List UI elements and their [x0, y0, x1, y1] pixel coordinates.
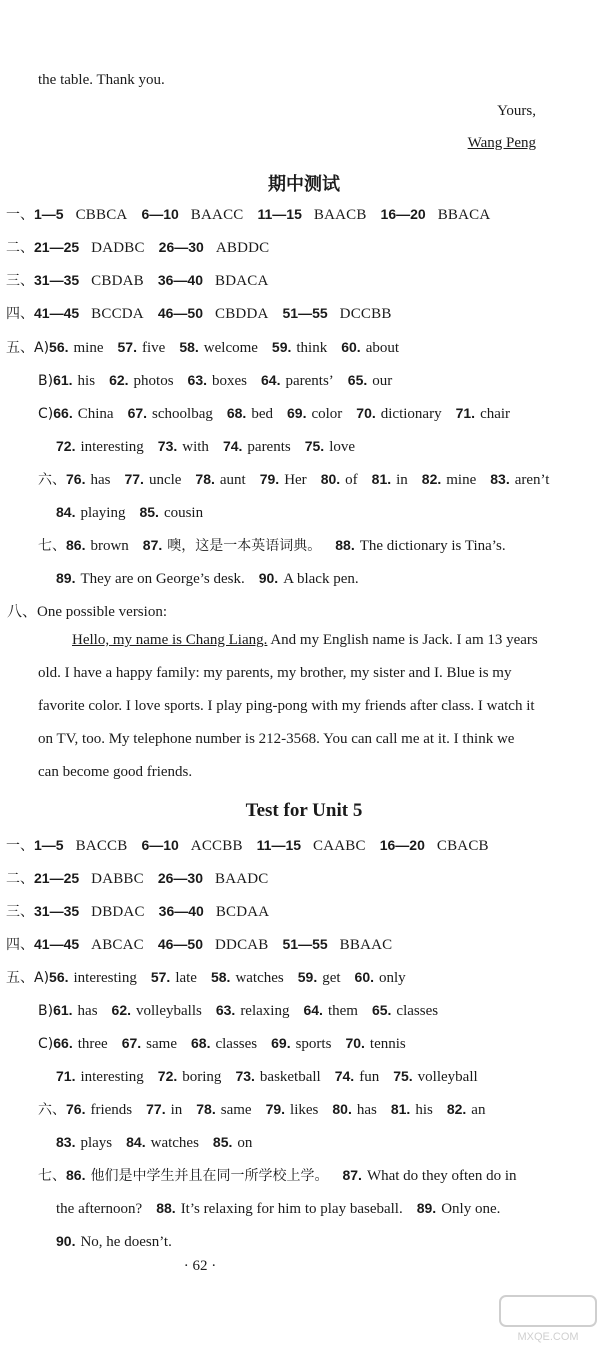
question-number: 59.	[271, 339, 292, 355]
answer-letters: CBACB	[436, 838, 489, 854]
question-range: 51—55	[282, 305, 328, 321]
answer-row	[6, 270, 283, 290]
answer-row	[6, 835, 503, 855]
answer-text: on	[237, 1135, 253, 1151]
question-number: 66.	[53, 405, 73, 421]
answer-text: parents’	[285, 373, 334, 389]
section-title-unit5: Test for Unit 5	[245, 800, 363, 821]
answer-row	[6, 204, 504, 224]
question-range: 1—5	[34, 837, 64, 853]
question-number: 62.	[111, 1002, 132, 1018]
question-range: 6—10	[141, 837, 179, 853]
row-prefix: 七、	[38, 538, 66, 554]
question-number: 89.	[416, 1200, 437, 1216]
question-number: 64.	[303, 1002, 323, 1018]
row-prefix: 三、	[6, 904, 34, 920]
answer-text: boring	[182, 1069, 222, 1085]
question-number: 69.	[287, 405, 307, 421]
question-number: 88.	[335, 537, 355, 553]
row-prefix: 一、	[6, 207, 34, 223]
answer-text: an	[471, 1102, 486, 1118]
answer-text: China	[77, 406, 114, 422]
answer-text: tennis	[369, 1036, 406, 1052]
question-range: 41—45	[34, 305, 80, 321]
question-number: 74.	[334, 1068, 355, 1084]
question-number: 63.	[215, 1002, 236, 1018]
question-number: 83.	[490, 471, 510, 487]
question-range: 31—35	[34, 903, 80, 919]
question-number: 76.	[66, 1101, 86, 1117]
answer-letters: BAADC	[215, 871, 269, 887]
answer-text: volleyball	[417, 1069, 478, 1085]
answer-text: friends	[90, 1102, 133, 1118]
question-number: 59.	[297, 969, 318, 985]
answer-text: The dictionary is Tina’s.	[359, 538, 506, 554]
fill-row	[38, 1033, 420, 1053]
answer-text: brown	[90, 538, 129, 554]
answer-text: mine	[446, 472, 477, 488]
question-number: 82.	[421, 471, 442, 487]
question-number: 78.	[196, 1101, 216, 1117]
question-number: 58.	[179, 339, 199, 355]
question-number: 57.	[117, 339, 137, 355]
question-number: 67.	[121, 1035, 142, 1051]
answer-text: parents	[247, 439, 291, 455]
section-title-midterm: 期中测试	[268, 174, 340, 195]
question-number: 72.	[157, 1068, 178, 1084]
question-number: 72.	[56, 438, 76, 454]
answer-row	[6, 237, 283, 257]
answer-letters: CAABC	[313, 838, 366, 854]
question-number: 66.	[53, 1035, 73, 1051]
answer-letters: BDACA	[215, 273, 269, 289]
answer-text: five	[141, 340, 166, 356]
row-prefix: 三、	[6, 273, 34, 289]
row-prefix: 四、	[6, 937, 34, 953]
question-number: 86.	[66, 537, 86, 553]
answer-text: late	[175, 970, 197, 986]
question-range: 16—20	[379, 837, 425, 853]
answer-text: uncle	[148, 472, 182, 488]
closing-line: the table. Thank you.	[38, 72, 165, 88]
answer-text: dictionary	[380, 406, 442, 422]
answer-letters: BCCDA	[91, 306, 144, 322]
answer-text: mine	[73, 340, 104, 356]
question-range: 26—30	[157, 870, 203, 886]
answer-letters: BBACA	[437, 207, 491, 223]
answer-text: color	[311, 406, 343, 422]
question-number: 64.	[261, 372, 281, 388]
question-range: 21—25	[34, 239, 80, 255]
question-number: 81.	[371, 471, 392, 487]
answer-text: sports	[295, 1036, 332, 1052]
question-number: 65.	[371, 1002, 392, 1018]
question-number: 68.	[191, 1035, 211, 1051]
page-number: · 62 ·	[183, 1258, 217, 1274]
answer-letters: BAACC	[190, 207, 244, 223]
question-number: 58.	[210, 969, 231, 985]
answer-text: playing	[80, 505, 126, 521]
row-prefix: B)	[38, 1003, 54, 1019]
answer-text: photos	[133, 373, 174, 389]
fill-row	[38, 1165, 530, 1185]
fill-row	[38, 1000, 452, 1020]
answer-text: schoolbag	[152, 406, 213, 422]
question-number: 89.	[56, 570, 76, 586]
fill-row	[56, 502, 217, 522]
row-prefix: C)	[38, 1036, 54, 1052]
question-number: 73.	[235, 1068, 255, 1084]
answer-text: basketball	[259, 1069, 321, 1085]
answer-row	[6, 901, 283, 921]
question-number: 57.	[150, 969, 171, 985]
question-number: 88.	[156, 1200, 176, 1216]
answer-text: same	[146, 1036, 177, 1052]
question-number: 90.	[56, 1233, 76, 1249]
row-prefix: 七、	[38, 1168, 66, 1184]
question-number: 67.	[127, 405, 148, 421]
question-range: 31—35	[34, 272, 80, 288]
question-range: 26—30	[158, 239, 204, 255]
question-number: 71.	[455, 405, 476, 421]
question-number: 71.	[56, 1068, 76, 1084]
answer-text: the afternoon?	[56, 1201, 143, 1217]
answer-text: classes	[215, 1036, 258, 1052]
answer-letters: DBDAC	[91, 904, 145, 920]
answer-text: watches	[235, 970, 284, 986]
question-range: 36—40	[158, 903, 204, 919]
answer-text: watches	[150, 1135, 199, 1151]
answer-letters: BCDAA	[215, 904, 270, 920]
row-prefix: 四、	[6, 306, 34, 322]
answer-text: in	[396, 472, 408, 488]
question-number: 87.	[142, 537, 163, 553]
question-number: 79.	[265, 1101, 286, 1117]
answer-text: three	[77, 1036, 108, 1052]
answer-text: has	[356, 1102, 377, 1118]
row-prefix: C)	[38, 406, 54, 422]
question-number: 74.	[222, 438, 243, 454]
answer-text: get	[322, 970, 341, 986]
question-range: 46—50	[157, 305, 203, 321]
answer-text: of	[345, 472, 358, 488]
answer-text: volleyballs	[136, 1003, 202, 1019]
question-number: 60.	[354, 969, 375, 985]
question-number: 84.	[56, 504, 76, 520]
writing-rest: And my English name is Jack. I am 13 years old. I have a happy family: my parents, my brother, my sister and I. Blue is my favorite color. I love sports. I play ping-pong with my friends after class. I watch it on TV, too. My telephone number is 212-3568. You can call me at it. I think we can become good friends.	[38, 632, 538, 780]
question-number: 70.	[345, 1035, 365, 1051]
answer-text: with	[182, 439, 209, 455]
row-prefix: 二、	[6, 240, 34, 256]
answer-text: interesting	[80, 439, 144, 455]
answer-letters: ABDDC	[215, 240, 270, 256]
question-number: 62.	[109, 372, 129, 388]
question-number: 75.	[393, 1068, 413, 1084]
answer-text: No, he doesn’t.	[80, 1234, 172, 1250]
question-number: 81.	[390, 1101, 411, 1117]
answer-text: likes	[290, 1102, 319, 1118]
answer-letters: CBDAB	[91, 273, 144, 289]
answer-text: A black pen.	[283, 571, 359, 587]
answer-letters: BACCB	[75, 838, 128, 854]
answer-row	[6, 868, 283, 888]
question-number: 85.	[139, 504, 159, 520]
question-range: 6—10	[141, 206, 179, 222]
writing-paragraph	[38, 624, 538, 789]
fill-row	[56, 1231, 186, 1251]
writing-underlined: Hello, my name is Chang Liang.	[72, 632, 268, 648]
fill-row	[38, 535, 520, 555]
question-number: 73.	[157, 438, 178, 454]
fill-row	[38, 370, 406, 390]
answer-letters: CBDDA	[215, 306, 269, 322]
question-number: 82.	[446, 1101, 467, 1117]
question-range: 36—40	[157, 272, 203, 288]
signature: Wang Peng	[467, 135, 536, 151]
question-number: 79.	[259, 471, 280, 487]
row-prefix: 五、A)	[6, 340, 50, 356]
answer-text: same	[220, 1102, 252, 1118]
row-prefix: 六、	[38, 1102, 66, 1118]
answer-row	[6, 303, 406, 323]
question-range: 11—15	[257, 206, 302, 222]
watermark-logo	[498, 1294, 598, 1344]
question-number: 56.	[49, 969, 69, 985]
answer-text: love	[329, 439, 356, 455]
question-number: 78.	[195, 471, 215, 487]
answer-text: relaxing	[240, 1003, 290, 1019]
question-number: 69.	[271, 1035, 291, 1051]
question-range: 11—15	[256, 837, 302, 853]
answer-text: aunt	[219, 472, 246, 488]
answer-text: our	[372, 373, 393, 389]
answer-text: has	[77, 1003, 98, 1019]
question-number: 60.	[341, 339, 361, 355]
question-number: 77.	[146, 1101, 166, 1117]
question-number: 85.	[212, 1134, 233, 1150]
answer-text: It’s relaxing for him to play baseball.	[180, 1201, 403, 1217]
question-number: 83.	[56, 1134, 76, 1150]
answer-text: has	[90, 472, 111, 488]
question-number: 61.	[53, 1002, 73, 1018]
row-prefix: B)	[38, 373, 54, 389]
answer-text: 他们是中学生并且在同一所学校上学。	[90, 1168, 329, 1184]
fill-row	[56, 1198, 514, 1218]
answer-letters: DCCBB	[339, 306, 392, 322]
question-range: 51—55	[282, 936, 328, 952]
question-number: 68.	[226, 405, 247, 421]
answer-text: boxes	[212, 373, 248, 389]
fill-row	[38, 1099, 499, 1119]
question-number: 80.	[332, 1101, 352, 1117]
fill-row	[6, 337, 413, 357]
question-number: 86.	[66, 1167, 86, 1183]
answer-text: They are on George’s desk.	[80, 571, 245, 587]
answer-text: them	[327, 1003, 358, 1019]
fill-row	[38, 469, 563, 489]
answer-text: 噢，这是一本英语词典。	[167, 538, 322, 554]
answer-letters: ACCBB	[190, 838, 243, 854]
answer-text: What do they often do in	[366, 1168, 517, 1184]
answer-letters: DABBC	[91, 871, 144, 887]
watermark-text: MXQE.COM	[517, 1331, 579, 1343]
question-number: 63.	[187, 372, 208, 388]
answer-text: bed	[251, 406, 273, 422]
question-number: 77.	[124, 471, 144, 487]
question-number: 65.	[347, 372, 368, 388]
question-range: 16—20	[380, 206, 426, 222]
answer-text: interesting	[73, 970, 137, 986]
question-number: 75.	[304, 438, 325, 454]
question-range: 46—50	[157, 936, 203, 952]
answer-text: his	[415, 1102, 433, 1118]
answer-text: cousin	[163, 505, 204, 521]
answer-letters: ABCAC	[91, 937, 144, 953]
question-number: 87.	[342, 1167, 362, 1183]
row-prefix: 二、	[6, 871, 34, 887]
question-number: 90.	[258, 570, 279, 586]
answer-text: welcome	[203, 340, 258, 356]
answer-row	[6, 934, 406, 954]
question-range: 1—5	[34, 206, 64, 222]
answer-text: plays	[80, 1135, 113, 1151]
answer-text: aren’t	[514, 472, 550, 488]
fill-row	[56, 568, 373, 588]
answer-text: think	[296, 340, 328, 356]
answer-letters: DDCAB	[215, 937, 269, 953]
question-number: 84.	[126, 1134, 146, 1150]
fill-row	[56, 436, 369, 456]
answer-text: Only one.	[441, 1201, 501, 1217]
question-number: 80.	[320, 471, 341, 487]
answer-letters: BAACB	[313, 207, 367, 223]
answer-text: chair	[480, 406, 511, 422]
yours-line: Yours,	[497, 103, 536, 119]
question-number: 61.	[53, 372, 73, 388]
question-number: 76.	[66, 471, 86, 487]
answer-text: interesting	[80, 1069, 144, 1085]
fill-row	[56, 1132, 266, 1152]
question-range: 21—25	[34, 870, 80, 886]
question-range: 41—45	[34, 936, 80, 952]
answer-text: fun	[359, 1069, 380, 1085]
answer-text: about	[365, 340, 400, 356]
row-prefix: 一、	[6, 838, 34, 854]
answer-text: classes	[396, 1003, 439, 1019]
fill-row	[38, 403, 524, 423]
row-prefix: 六、	[38, 472, 66, 488]
answer-letters: DADBC	[91, 240, 145, 256]
fill-row	[56, 1066, 492, 1086]
writing-label: 八、One possible version:	[7, 604, 167, 620]
question-number: 56.	[49, 339, 69, 355]
answer-letters: BBAAC	[339, 937, 393, 953]
fill-row	[6, 967, 420, 987]
answer-text: only	[379, 970, 406, 986]
answer-text: Her	[284, 472, 307, 488]
answer-text: in	[170, 1102, 183, 1118]
answer-letters: CBBCA	[75, 207, 128, 223]
row-prefix: 五、A)	[6, 970, 50, 986]
question-number: 70.	[356, 405, 376, 421]
answer-text: his	[77, 373, 96, 389]
